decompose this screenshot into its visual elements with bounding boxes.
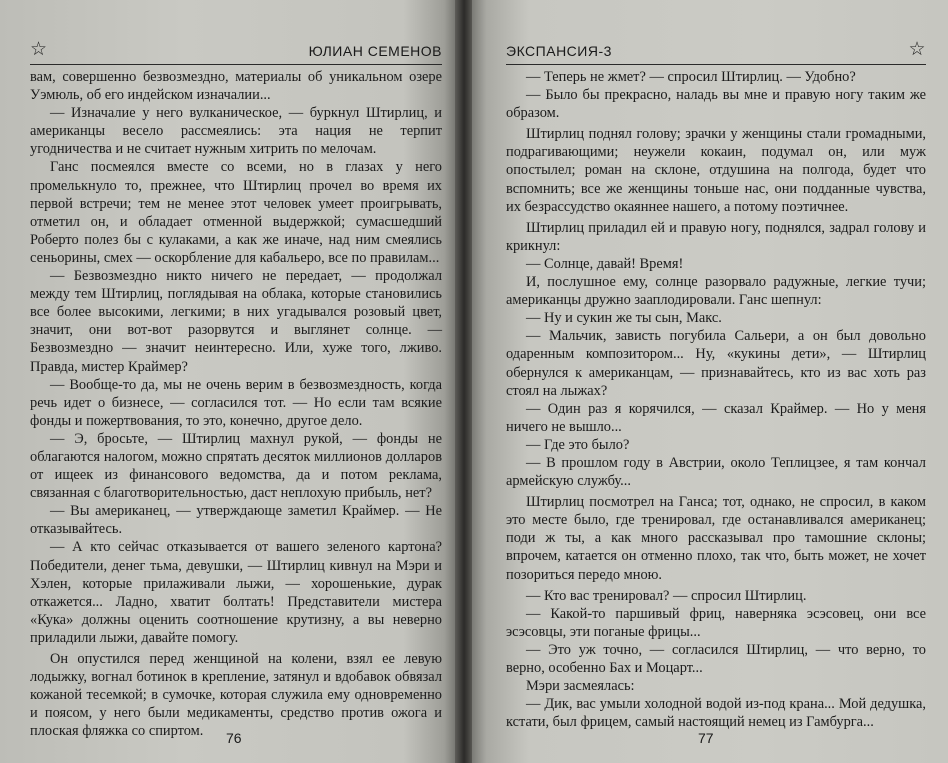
book-title: ЭКСПАНСИЯ-3 xyxy=(506,43,612,59)
right-body-text xyxy=(506,68,926,731)
star-icon: ☆ xyxy=(30,39,48,60)
paragraph: — Какой-то паршивый фриц, наверняка эсэсовец, они все эсэсовцы, эти поганые фрицы... xyxy=(506,605,926,640)
paragraph: Штирлиц поднял голову; зрачки у женщины стали громадными, подрагивающими; неужели кокаин, подумал он, или муж опостылел; роман на склоне, отдушина на полгода, будет что вспомнить; все же женщины тоньше нас, они подданные чувства, их безрассудство окаяннее нашего, а потому поэтичнее. xyxy=(506,126,926,215)
page-number: 77 xyxy=(698,730,714,746)
paragraph: — Кто вас тренировал? — спросил Штирлиц. xyxy=(526,587,807,604)
paragraph: — В прошлом году в Австрии, около Теплицзее, я там кончал армейскую службу... xyxy=(506,454,926,490)
paragraph: — Это уж точно, — согласился Штирлиц, — что верно, то верно, особенно Бах и Моцарт... xyxy=(506,641,926,676)
left-running-header xyxy=(30,40,442,62)
paragraph: — Вообще-то да, мы не очень верим в безвозмездность, когда речь идет о бизнесе, — согласился тот. — Но если там всякие фонды и пожертвования, то это, конечно, другое дело. xyxy=(30,376,442,429)
paragraph: Ганс посмеялся вместе со всеми, но в глазах у него промелькнуло то, прежнее, что Штирлиц прочел во время их первой встречи; тем не менее этот человек умеет проигрывать, отметил он, и обладает отменной выдержкой; сумасшедший Роберто полез бы с кулаками, а как же иначе, над ним смеялись сеньорины, смех — оскорбление для кабальеро, все по правилам... xyxy=(30,159,442,266)
paragraph: — Один раз я корячился, — сказал Краймер. — Но у меня ничего не вышло... xyxy=(506,400,926,435)
paragraph: Мэри засмеялась: xyxy=(526,678,635,695)
paragraph: Он опустился перед женщиной на колени, взял ее левую лодыжку, вогнал ботинок в крепление, затянул и вдобавок обвязал кожаной тесемкой; в сумочке, которая служила ему одновременно и поясом, у него были медикаменты, средство против ожога и плоская фляжка со спиртом. xyxy=(30,651,442,740)
paragraph: — Э, бросьте, — Штирлиц махнул рукой, — фонды не облагаются налогом, можно спрятать десяток миллионов долларов от ищеек из финансового ведомства, да и потом реклама, связанная с благотворительностью, даст неплохую прибыль, нет? xyxy=(30,430,442,502)
header-rule xyxy=(506,64,926,65)
paragraph: — Теперь не жмет? — спросил Штирлиц. — Удобно? xyxy=(526,69,856,85)
paragraph: — Изначалие у него вулканическое, — буркнул Штирлиц, и американцы весело рассмеялись: эта нация не терпит угодничества и не считает нужным хитрить по мелочам. xyxy=(30,105,442,158)
paragraph: — Безвозмездно никто ничего не передает, — продолжал между тем Штирлиц, поглядывая на облака, которые становились все более высокими, легкими; в них угадывался розовый цвет, значит, они вот-вот разорвутся и выглянет солнце. — Безвозмездно — значит неинтересно. Или, хуже того, лживо. Правда, мистер Краймер? xyxy=(30,268,442,375)
header-rule xyxy=(30,64,442,65)
right-running-header xyxy=(506,40,926,62)
left-body-text xyxy=(30,68,442,740)
paragraph: — Мальчик, зависть погубила Сальери, а он был довольно одаренным композитором... Ну, «кукины дети», — Штирлиц обернулся к американцам, — признавайтесь, кто из вас хоть раз стоял на лыжах? xyxy=(506,328,926,399)
paragraph: Штирлиц посмотрел на Ганса; тот, однако, не спросил, в каком это месте было, где тренировал, где останавливался американец; поди ж ты, а как много рассказывал про тамошние склоны; впрочем, катается он отменно плохо, так что, быть может, не хочет позориться передо мною. xyxy=(506,494,926,583)
paragraph: — Ну и сукин же ты сын, Макс. xyxy=(526,310,722,327)
paragraph: И, послушное ему, солнце разорвало радужные, легкие тучи; американцы дружно зааплодировали. Ганс шепнул: xyxy=(506,274,926,309)
paragraph: — Было бы прекрасно, наладь вы мне и правую ногу таким же образом. xyxy=(506,87,926,122)
author-name: ЮЛИАН СЕМЕНОВ xyxy=(308,43,442,59)
paragraph: вам, совершенно безвозмездно, материалы об уникальном озере Уэмюль, об его индейском изначалии... xyxy=(30,69,442,104)
paragraph: — Солнце, давай! Время! xyxy=(526,255,684,272)
left-page xyxy=(0,0,458,763)
paragraph: — Где это было? xyxy=(526,436,630,453)
paragraph: — А кто сейчас отказывается от вашего зеленого картона? Победители, денег тьма, девушки, — Штирлиц кивнул на Мэри и Хэлен, которые прилаживали лыжи, — хорошенькие, дурак откажется... Ладно, хватит болтать! Представители мистера «Кука» должны оценить соотношение крутизну, а вы неверно приладили лыжи, давайте помогу. xyxy=(30,539,442,646)
star-icon: ☆ xyxy=(908,39,926,60)
right-page xyxy=(472,0,948,763)
paragraph: — Дик, вас умыли холодной водой из-под крана... Мой дедушка, кстати, был фрицем, самый настоящий немец из Гамбурга... xyxy=(506,696,926,731)
paragraph: — Вы американец, — утверждающе заметил Краймер. — Не отказывайтесь. xyxy=(30,503,442,538)
page-number: 76 xyxy=(226,730,242,746)
paragraph: Штирлиц приладил ей и правую ногу, поднялся, задрал голову и крикнул: xyxy=(506,219,926,254)
